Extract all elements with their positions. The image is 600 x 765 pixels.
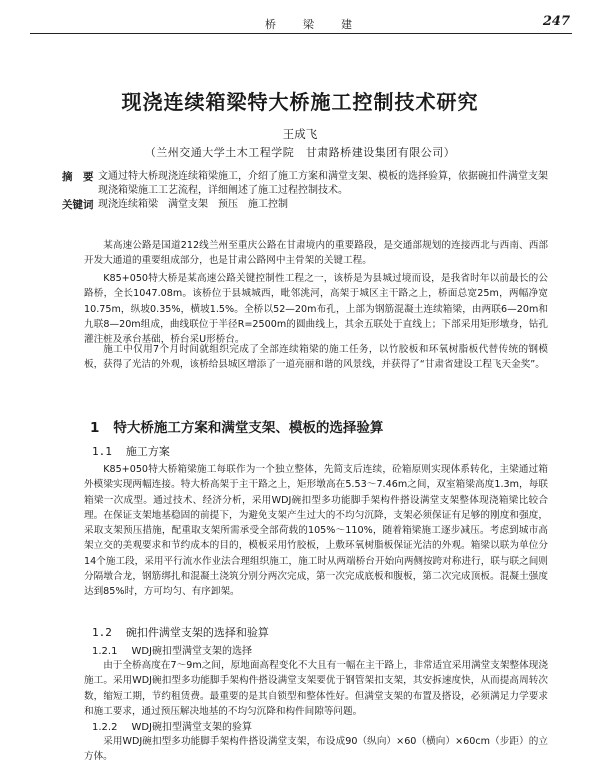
author: 王成飞 (282, 127, 318, 141)
section-1-1-heading (92, 443, 170, 459)
section-1-2-2-number: 1.2.2 (92, 722, 118, 733)
keywords (62, 198, 552, 212)
section-1-2-2-title: WDJ碗扣型满堂支架的验算 (131, 722, 252, 733)
section-1-2-heading (92, 624, 269, 640)
section-1-2-number: 1.2 (92, 626, 112, 639)
section-1-2-1-heading (92, 642, 252, 657)
affiliation: （兰州交通大学土木工程学院 甘肃路桥建设集团有限公司） (144, 146, 456, 159)
section-1-1-paragraph: K85+050特大桥箱梁施工每联作为一个独立整体，先简支后连续，砼箱原则实现体系转化，主梁通过箱外模梁实现两幅连接。特大桥高架于主干路之上，矩形墩高在5.53～7.46m之间，双室箱梁高度1.3m，每联箱梁一次成型。通过技术、经济分析，采用WDJ碗扣型多功能脚手架构件搭设满堂支架整体现浇箱梁比较合理。在保证支架地基稳固的前提下，为避免支架产生过大的不均匀沉降，支架必须保证有足够的刚度和强度，采取支架预压措施，配重取支架所需承受全部荷载的105%～110%，随着箱梁施工逐步减压。考虑到城市高架立交的美观要求和节约成本的目的，模板采用竹胶板，上敷环氧树脂板保证光洁的外观。箱梁以联为单位分14个施工段，采用平行流水作业法合理组织施工，施工时从两端桥台开始向两侧按跨对称进行，联与联之间则分隔墩合龙，钢筋绑扎和混凝土浇筑分别分两次完成，第一次完成底板和腹板，第二次完成顶板。混凝土强度达到85%时，方可均匀、有序卸架。 (84, 464, 548, 598)
abstract (62, 170, 552, 198)
section-1-2-2-paragraph: 采用WDJ碗扣型多功能脚手架构件搭设满堂支架，布设成90（纵向）×60（横向）×60cm（步距）的立方体。 (84, 736, 548, 763)
running-header (30, 14, 570, 32)
journal-name: 桥 梁 建 (265, 18, 360, 31)
paper-title: 现浇连续箱梁特大桥施工控制技术研究 (121, 90, 479, 114)
intro-paragraph-3: 施工中仅用7个月时间就组织完成了全部连续箱梁的施工任务，以竹胶板和环氧树脂板代替传统的钢模板，获得了光洁的外观，该桥给县城区增添了一道亮丽和谐的风景线，并获得了“甘肃省建设工程飞天金奖”。 (84, 344, 548, 371)
intro-paragraph-2: K85+050特大桥是某高速公路关键控制性工程之一，该桥是为县城过境而设，是我省时年以前最长的公路桥，全长1047.08m。该桥位于县城城西，毗邻洮河，高架于城区主干路之上，桥面总宽25m，两幅净宽10.75m，纵坡0.35%，横坡1.5%。全桥以52—20m布孔，上部为钢筋混凝土连续箱梁，由两联6—20m和九联8—20m组成，曲线联位于半径R=2500m的圆曲线上，其余五联处于直线上；下部采用矩形墩身，钻孔灌注桩及承台基础，桥台采U形桥台。 (84, 273, 548, 346)
section-1-title: 特大桥施工方案和满堂支架、模板的选择验算 (113, 420, 384, 436)
abstract-block (62, 170, 552, 212)
keywords-text: 现浇连续箱梁 满堂支架 预压 施工控制 (98, 199, 288, 210)
section-1-heading (90, 416, 383, 436)
keywords-label: 关键词 (62, 199, 94, 211)
section-1-1-number: 1.1 (92, 445, 112, 458)
section-1-1-title: 施工方案 (125, 445, 170, 458)
abstract-text: 文通过特大桥现浇连续箱梁施工，介绍了施工方案和满堂支架、模板的选择验算，依据碗扣件满堂支架现浇箱梁施工工艺流程，详细阐述了施工过程控制技术。 (98, 171, 548, 196)
intro-paragraph-1: 某高速公路是国道212线兰州至重庆公路在甘肃境内的重要路段，是交通部规划的连接西北与西南、西部开发大通道的重要组成部分，也是甘肃公路网中主骨架的关键工程。 (84, 240, 548, 267)
page-number: 247 (542, 14, 570, 29)
section-1-number: 1 (90, 420, 100, 436)
section-1-2-2-heading (92, 718, 252, 733)
section-1-2-1-paragraph: 由于全桥高度在7～9m之间，原地面高程变化不大且有一幅在主干路上，非常适宜采用满堂支架整体现浇施工。采用WDJ碗扣型多功能脚手架构件搭设满堂支架要优于钢管架扣支架，其安拆速度快，从而提高周转次数，缩短工期，节约租赁费。最重要的是其自锁型和整体性好。但满堂支架的布置及搭设，必须满足力学要求和施工要求，通过预压解决地基的不均匀沉降和构件间隙等问题。 (84, 660, 548, 717)
section-1-2-1-title: WDJ碗扣型满堂支架的选择 (131, 646, 252, 657)
section-1-2-1-number: 1.2.1 (92, 646, 118, 657)
section-1-2-title: 碗扣件满堂支架的选择和验算 (125, 626, 269, 639)
abstract-label: 摘 要 (62, 171, 94, 183)
header-rule (30, 33, 572, 34)
